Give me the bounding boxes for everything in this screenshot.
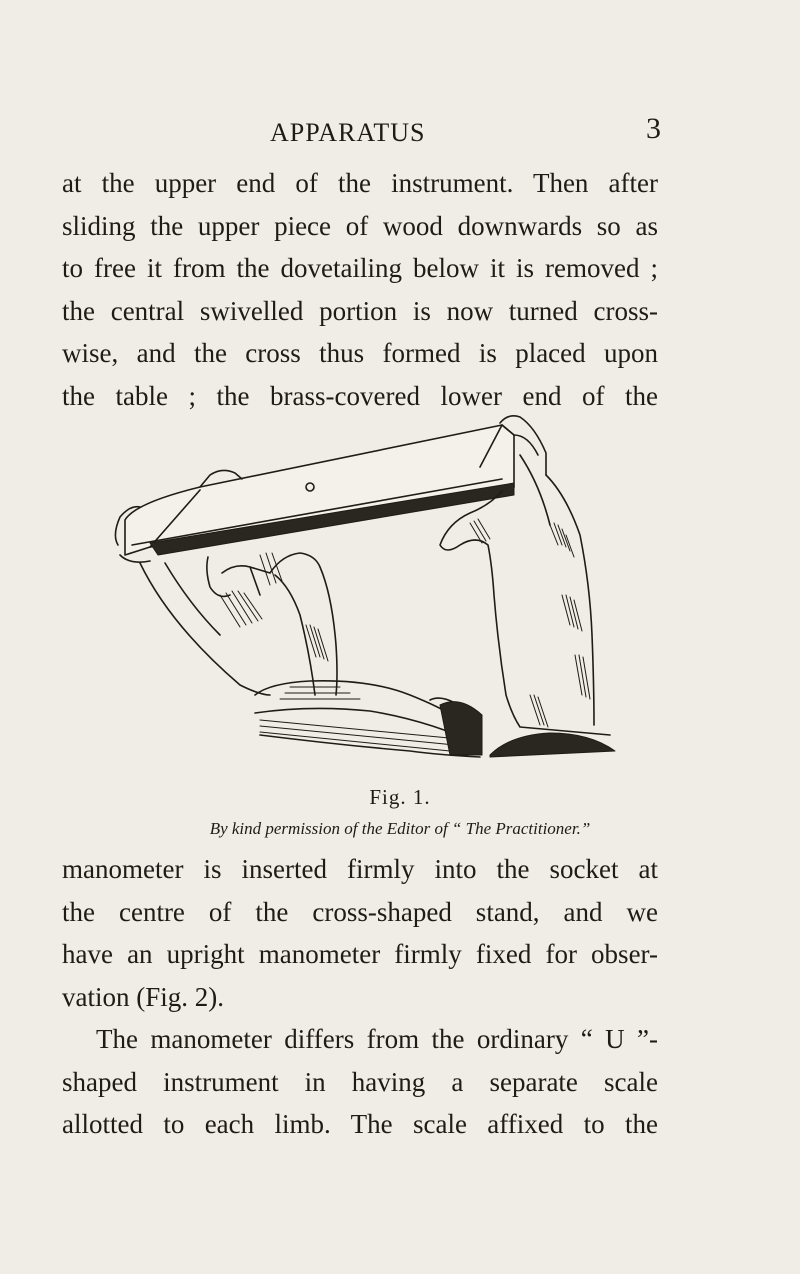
text-line: the table ; the brass-covered lower end of the	[62, 380, 658, 411]
text-line: sliding the upper piece of wood downwards so as	[62, 210, 658, 241]
base-shadow	[490, 733, 615, 757]
text-line: vation (Fig. 2).	[62, 981, 224, 1012]
text-line: manometer is inserted firmly into the socket at	[62, 854, 658, 884]
text-line: at the upper end of the instrument. Then after	[62, 168, 658, 198]
figure-label: Fig. 1.	[369, 785, 431, 809]
text-line: allotted to each limb. The scale affixed to the	[62, 1109, 658, 1139]
text-line: wise, and the cross thus formed is placed upon	[62, 338, 658, 368]
socket-shadow	[440, 702, 482, 755]
paragraph-top	[62, 162, 658, 417]
hand-shading-left	[220, 553, 470, 752]
text-line: have an upright manometer firmly fixed for obser-	[62, 939, 658, 969]
figure-illustration	[110, 395, 620, 780]
text-line: shaped instrument in having a separate scale	[62, 1066, 658, 1097]
hand-left-drawing	[140, 553, 480, 757]
manometer-box-drawing	[115, 425, 514, 562]
text-line: the central swivelled portion is now turned cross-	[62, 295, 658, 326]
running-title: APPARATUS	[270, 118, 426, 147]
text-line: to free it from the dovetailing below it is removed ;	[62, 253, 658, 283]
page-number: 3	[646, 112, 662, 145]
hand-shading-right	[470, 519, 590, 727]
figure-credit: By kind permission of the Editor of “ The Practitioner.”	[209, 819, 591, 838]
text-line: the centre of the cross-shaped stand, and we	[62, 896, 658, 927]
text-line: The manometer differs from the ordinary “ U ”-	[96, 1024, 658, 1054]
paragraph-bottom	[62, 848, 658, 1146]
